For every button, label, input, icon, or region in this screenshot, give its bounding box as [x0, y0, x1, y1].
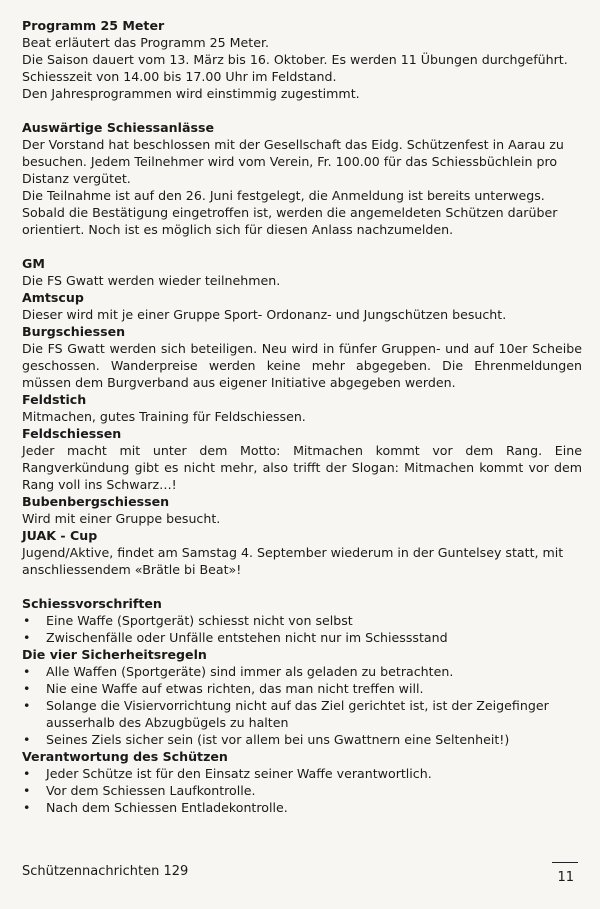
list-item: • Jeder Schütze ist für den Einsatz seiner Waffe verantwortlich.	[22, 765, 582, 782]
heading-feldschiessen: Feldschiessen	[22, 426, 122, 441]
text-line: Die Saison dauert vom 13. März bis 16. Oktober. Es werden 11 Übungen durchgeführt.	[22, 52, 568, 67]
heading-feldstich: Feldstich	[22, 392, 87, 407]
page-number: 11	[557, 870, 574, 885]
page-content	[22, 17, 582, 816]
list-item: • Vor dem Schiessen Laufkontrolle.	[22, 782, 582, 799]
heading-bubenbergschiessen: Bubenbergschiessen	[22, 494, 170, 509]
section-sicherheitsregeln	[22, 646, 582, 748]
event-text: Die FS Gwatt werden sich beteiligen. Neu wird in fünfer Gruppen- und auf 10er Scheibe geschossen. Wanderpreise werden keine mehr abgegeben. Die Ehrenmeldungen müssen dem Burgverband aus eigener Initiative abgegeben werden.	[22, 341, 582, 390]
paragraph: Der Vorstand hat beschlossen mit der Gesellschaft das Eidg. Schützenfest in Aarau zu besuchen. Jedem Teilnehmer wird vom Verein, Fr. 100.00 für das Schiessbüchlein pro Distanz vergütet.	[22, 137, 564, 186]
bullet-list	[22, 765, 582, 816]
text-line: Beat erläutert das Programm 25 Meter.	[22, 35, 270, 50]
section-auswaertige	[22, 119, 582, 238]
list-item: • Alle Waffen (Sportgeräte) sind immer als geladen zu betrachten.	[22, 663, 582, 680]
list-item: • Nie eine Waffe auf etwas richten, das man nicht treffen will.	[22, 680, 582, 697]
event-text: Wird mit einer Gruppe besucht.	[22, 511, 221, 526]
bullet-list	[22, 663, 582, 748]
section-schiessvorschriften	[22, 595, 582, 646]
list-item: • Seines Ziels sicher sein (ist vor allem bei uns Gwattnern eine Seltenheit!)	[22, 731, 582, 748]
section-programm-25	[22, 17, 582, 102]
heading-amtscup: Amtscup	[22, 290, 84, 305]
section-events	[22, 255, 582, 578]
event-text: Mitmachen, gutes Training für Feldschiessen.	[22, 409, 306, 424]
event-text: Dieser wird mit je einer Gruppe Sport- Ordonanz- und Jungschützen besucht.	[22, 307, 507, 322]
heading-sicherheitsregeln: Die vier Sicherheitsregeln	[22, 647, 207, 662]
bullet-list	[22, 612, 582, 646]
event-text: Die FS Gwatt werden wieder teilnehmen.	[22, 273, 281, 288]
list-item: • Zwischenfälle oder Unfälle entstehen nicht nur im Schiessstand	[22, 629, 582, 646]
publication-title: Schützennachrichten 129	[22, 864, 189, 879]
page-number-rule	[552, 862, 578, 863]
list-item: • Nach dem Schiessen Entladekontrolle.	[22, 799, 582, 816]
list-item: • Eine Waffe (Sportgerät) schiesst nicht von selbst	[22, 612, 582, 629]
list-item: • Solange die Visiervorrichtung nicht auf das Ziel gerichtet ist, ist der Zeigefinger ausserhalb des Abzugbügels zu halten	[22, 697, 582, 731]
text-line: Den Jahresprogrammen wird einstimmig zugestimmt.	[22, 86, 360, 101]
heading-burgschiessen: Burgschiessen	[22, 324, 126, 339]
event-text: Jeder macht mit unter dem Motto: Mitmachen kommt vor dem Rang. Eine Rangverkündung gibt es nicht mehr, also trifft der Slogan: Mitmachen kommt vor dem Rang voll ins Schwarz…!	[22, 443, 582, 492]
event-text: Jugend/Aktive, findet am Samstag 4. September wiederum in der Guntelsey statt, mit anschliessendem «Brätle bi Beat»!	[22, 545, 564, 577]
heading-verantwortung: Verantwortung des Schützen	[22, 749, 228, 764]
heading-gm: GM	[22, 256, 45, 271]
heading-schiessvorschriften: Schiessvorschriften	[22, 596, 162, 611]
heading-programm-25: Programm 25 Meter	[22, 18, 165, 33]
text-line: Schiesszeit von 14.00 bis 17.00 Uhr im Feldstand.	[22, 69, 337, 84]
heading-auswaertige: Auswärtige Schiessanlässe	[22, 120, 214, 135]
paragraph: Die Teilnahme ist auf den 26. Juni festgelegt, die Anmeldung ist bereits unterwegs. Sobald die Bestätigung eingetroffen ist, werden die angemeldeten Schützen darüber orientiert. Noch ist es möglich sich für diesen Anlass nachzumelden.	[22, 188, 558, 237]
heading-juak-cup: JUAK - Cup	[22, 528, 98, 543]
section-verantwortung	[22, 748, 582, 816]
